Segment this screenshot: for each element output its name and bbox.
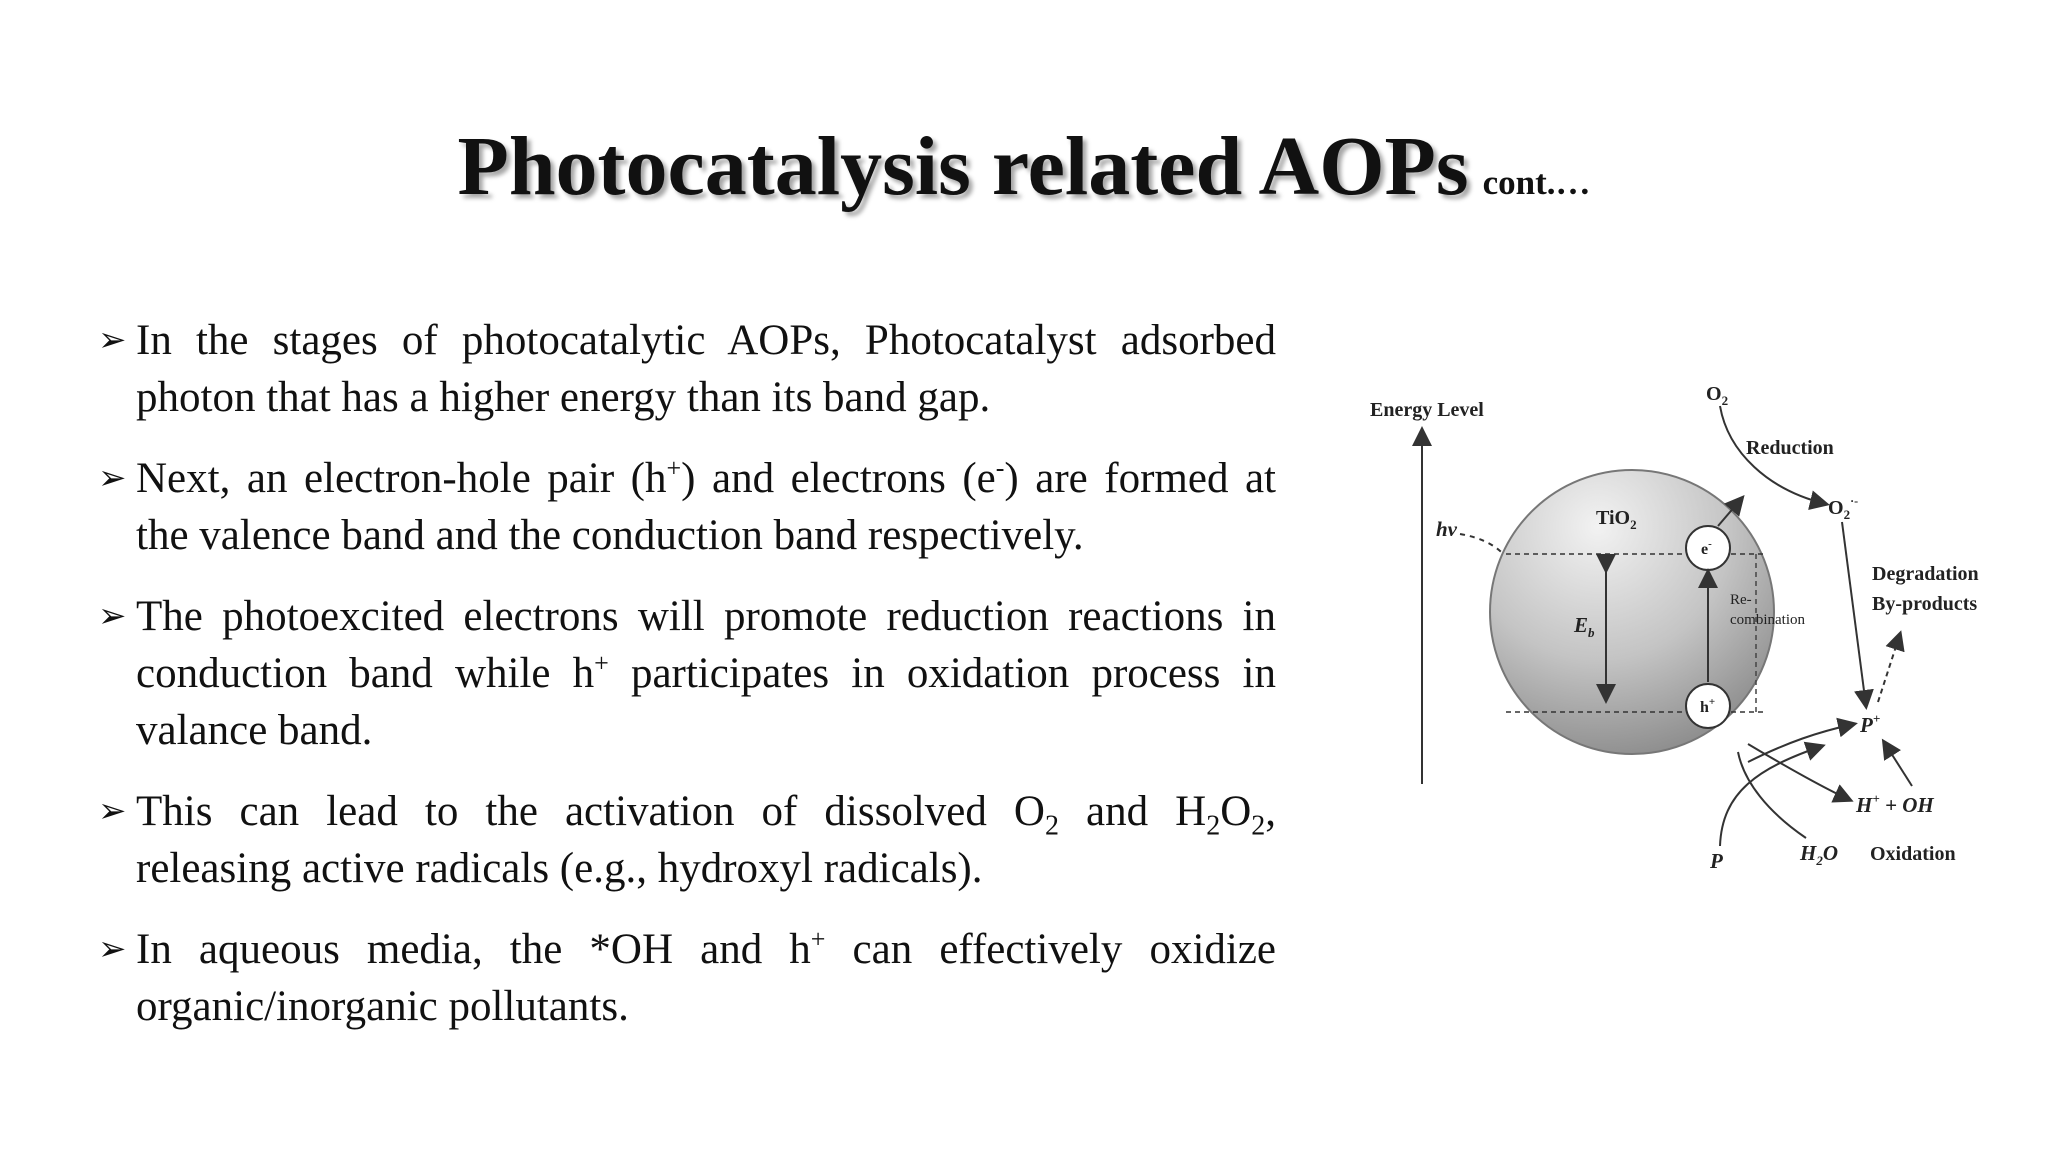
recombination-label-2: combination — [1730, 612, 1805, 628]
h-oh-label: H+ + OH — [1856, 791, 1934, 817]
oxidation-arrow — [1738, 752, 1806, 838]
o2-label: $O_2$ — [1706, 383, 1729, 408]
arrowhead-bullet-icon: ➢ — [98, 791, 127, 831]
title-main: Photocatalysis related AOPs — [457, 120, 1469, 213]
subscript: 2 — [1251, 810, 1266, 842]
degradation-arrow — [1878, 634, 1900, 702]
bullet-item-4 — [98, 783, 1276, 897]
bullet-text: , releasing active radicals (e.g., hydroxyl radicals). — [136, 788, 1276, 892]
superscript: + — [594, 648, 609, 678]
bullet-text: This can lead to the activation of dissolved O — [136, 788, 1045, 835]
electron-label: e- — [1701, 538, 1712, 558]
energy-level-label: Energy Level — [1370, 399, 1484, 421]
bullet-text: In aqueous media, the *OH and h — [136, 926, 811, 973]
bullet-text: ) and electrons (e — [681, 455, 996, 502]
arrowhead-bullet-icon: ➢ — [98, 929, 127, 969]
hole-label: h+ — [1700, 696, 1716, 716]
superscript: + — [810, 924, 826, 954]
oh-to-p-arrow — [1884, 742, 1912, 786]
bullet-text: ) are formed at the valence band and the conduction band respectively. — [136, 455, 1276, 559]
bullet-list — [98, 312, 1276, 1059]
photocatalysis-diagram — [1348, 372, 2008, 892]
bullet-item-2 — [98, 450, 1276, 564]
bullet-item-1 — [98, 312, 1276, 426]
title-suffix: cont.… — [1482, 163, 1591, 202]
oxidation-label: Oxidation — [1870, 843, 1956, 865]
p-label: P — [1710, 849, 1723, 873]
pollutant-arrow — [1720, 746, 1822, 846]
band-gap-label: $E_b$ — [1574, 613, 1595, 640]
reduction-label: Reduction — [1746, 437, 1834, 459]
hole-to-p-arrow — [1748, 724, 1854, 762]
superoxide-label: $O_2^{\cdot-}$ — [1828, 494, 1859, 522]
superscript: - — [995, 453, 1005, 483]
bullet-text: In the stages of photocatalytic AOPs, Photocatalyst adsorbed photon that has a higher energy than its band gap. — [136, 317, 1276, 421]
hv-label: hv — [1436, 517, 1457, 541]
superscript: + — [666, 453, 682, 483]
arrowhead-bullet-icon: ➢ — [98, 596, 127, 636]
bullet-text: and H — [1058, 788, 1207, 835]
h2o-label: $H_2O$ — [1800, 841, 1839, 868]
tio2-label: TiO$_2$ — [1596, 507, 1637, 532]
bullet-text: The photoexcited electrons will promote reduction reactions in conduction band while h — [136, 593, 1276, 697]
bullet-text: Next, an electron-hole pair (h — [136, 455, 667, 502]
bullet-text: can effectively oxidize organic/inorganic pollutants. — [136, 926, 1277, 1030]
superoxide-to-p-arrow — [1842, 522, 1866, 706]
slide-title — [0, 118, 2048, 215]
p-plus-label: P+ — [1860, 711, 1881, 737]
arrowhead-bullet-icon: ➢ — [98, 458, 127, 498]
bullet-item-3 — [98, 588, 1276, 759]
byproducts-label: By-products — [1872, 593, 1978, 615]
bullet-text: participates in oxidation process in valance band. — [136, 650, 1276, 754]
degradation-label: Degradation — [1872, 563, 1979, 585]
recombination-label-1: Re- — [1730, 592, 1752, 608]
bullet-text: O — [1220, 788, 1252, 835]
subscript: 2 — [1206, 810, 1221, 842]
arrowhead-bullet-icon: ➢ — [98, 320, 127, 360]
subscript: 2 — [1044, 810, 1059, 842]
bullet-item-5 — [98, 921, 1276, 1035]
